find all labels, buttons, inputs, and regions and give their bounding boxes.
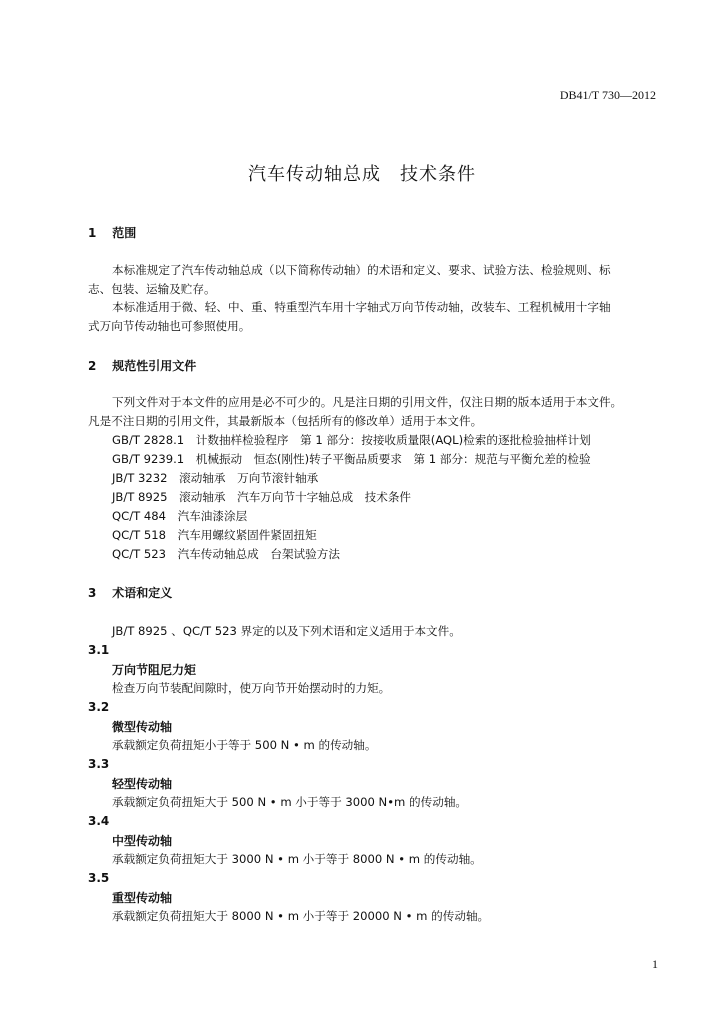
term-title: 轻型传动轴 (112, 777, 173, 791)
section-number: 1 (88, 226, 97, 240)
paragraph-line: 下列文件对于本文件的应用是必不可少的。凡是注日期的引用文件，仅注日期的版本适用于本文件。 (112, 395, 623, 409)
section-2-heading (88, 357, 196, 374)
term-definition: 承载额定负荷扭矩大于 500 N • m 小于等于 3000 N•m 的传动轴。 (112, 795, 468, 809)
clause-number: 3.4 (88, 814, 110, 828)
reference-item: JB/T 8925 滚动轴承 汽车万向节十字轴总成 技术条件 (112, 490, 412, 504)
clause-number: 3.5 (88, 871, 110, 885)
reference-item: QC/T 523 汽车传动轴总成 台架试验方法 (112, 547, 340, 561)
section-1-heading (88, 224, 136, 241)
reference-item: GB/T 9239.1 机械振动 恒态(刚性)转子平衡品质要求 第 1 部分：规范与平衡允差的检验 (112, 452, 591, 466)
term-definition: 承载额定负荷扭矩小于等于 500 N • m 的传动轴。 (112, 738, 377, 752)
document-title: 汽车传动轴总成 技术条件 (248, 164, 476, 185)
term-definition: 检查万向节装配间隙时，使万向节开始摆动时的力矩。 (112, 681, 391, 695)
section-number: 2 (88, 359, 97, 373)
page-number: 1 (652, 957, 658, 971)
paragraph-line: 本标准规定了汽车传动轴总成（以下简称传动轴）的术语和定义、要求、试验方法、检验规则、标 (112, 263, 611, 277)
term-definition: 承载额定负荷扭矩大于 3000 N • m 小于等于 8000 N • m 的传动轴。 (112, 852, 482, 866)
reference-item: QC/T 518 汽车用螺纹紧固件紧固扭矩 (112, 528, 317, 542)
paragraph-line: JB/T 8925 、QC/T 523 界定的以及下列术语和定义适用于本文件。 (112, 624, 461, 638)
paragraph-line: 本标准适用于微、轻、中、重、特重型汽车用十字轴式万向节传动轴，改装车、工程机械用十字轴 (112, 300, 611, 314)
term-title: 中型传动轴 (112, 834, 173, 848)
section-title: 规范性引用文件 (112, 359, 197, 373)
paragraph-line: 志、包装、运输及贮存。 (88, 282, 216, 296)
paragraph-line: 凡是不注日期的引用文件，其最新版本（包括所有的修改单）适用于本文件。 (88, 414, 483, 428)
section-title: 范围 (112, 226, 137, 240)
term-title: 重型传动轴 (112, 891, 173, 905)
term-title: 微型传动轴 (112, 720, 173, 734)
term-definition: 承载额定负荷扭矩大于 8000 N • m 小于等于 20000 N • m 的传动轴。 (112, 909, 490, 923)
standard-number: DB41/T 730—2012 (559, 88, 656, 102)
clause-number: 3.3 (88, 757, 110, 771)
clause-number: 3.2 (88, 700, 110, 714)
reference-item: QC/T 484 汽车油漆涂层 (112, 509, 248, 523)
clause-number: 3.1 (88, 643, 110, 657)
section-title: 术语和定义 (112, 586, 173, 600)
reference-item: GB/T 2828.1 计数抽样检验程序 第 1 部分：按接收质量限(AQL)检索的逐批检验抽样计划 (112, 433, 591, 447)
reference-item: JB/T 3232 滚动轴承 万向节滚针轴承 (112, 471, 319, 485)
term-title: 万向节阻尼力矩 (112, 663, 197, 677)
section-3-heading (88, 584, 172, 601)
paragraph-line: 式万向节传动轴也可参照使用。 (88, 319, 251, 333)
section-number: 3 (88, 586, 97, 600)
